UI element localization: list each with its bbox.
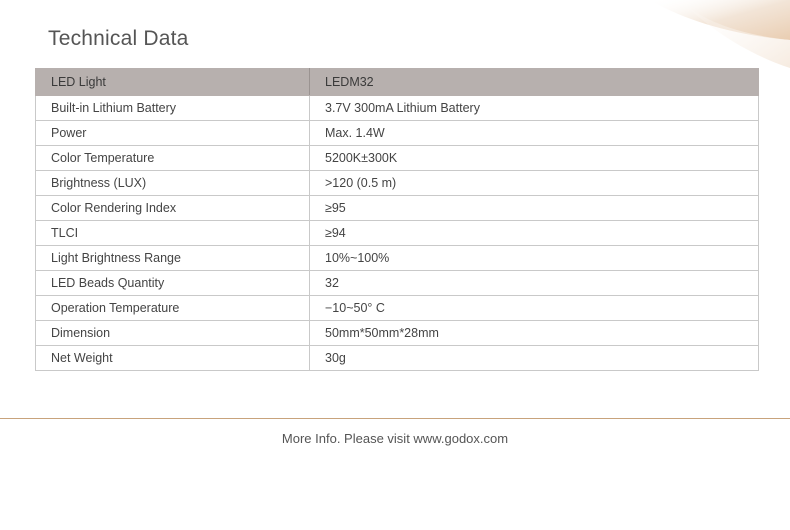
spec-value-cell: 30g [310, 346, 759, 371]
spec-label-cell: Color Rendering Index [36, 196, 310, 221]
table-row [36, 96, 759, 121]
table-row [36, 146, 759, 171]
spec-label-cell: Light Brightness Range [36, 246, 310, 271]
spec-value-cell: ≥95 [310, 196, 759, 221]
technical-data-table [35, 68, 759, 371]
spec-label-cell: Color Temperature [36, 146, 310, 171]
corner-decoration [640, 0, 790, 70]
spec-label-cell: Built-in Lithium Battery [36, 96, 310, 121]
spec-value-cell: 3.7V 300mA Lithium Battery [310, 96, 759, 121]
table-row [36, 221, 759, 246]
table-row [36, 321, 759, 346]
spec-value-cell: −10~50° C [310, 296, 759, 321]
footer-divider [0, 418, 790, 419]
spec-value-cell: ≥94 [310, 221, 759, 246]
table-row [36, 196, 759, 221]
table-row [36, 346, 759, 371]
table-row [36, 121, 759, 146]
spec-label-cell: Power [36, 121, 310, 146]
spec-value-cell: 32 [310, 271, 759, 296]
spec-label-cell: Operation Temperature [36, 296, 310, 321]
page-title: Technical Data [48, 27, 189, 50]
spec-value-cell: >120 (0.5 m) [310, 171, 759, 196]
table-row [36, 271, 759, 296]
table-row [36, 246, 759, 271]
footer-info-text: More Info. Please visit www.godox.com [281, 431, 509, 446]
table-header-row [36, 69, 759, 96]
spec-label-cell: Dimension [36, 321, 310, 346]
header-value-cell: LEDM32 [310, 69, 759, 96]
spec-label-cell: Net Weight [36, 346, 310, 371]
table-row [36, 171, 759, 196]
spec-value-cell: 10%~100% [310, 246, 759, 271]
spec-label-cell: Brightness (LUX) [36, 171, 310, 196]
table-row [36, 296, 759, 321]
spec-value-cell: 5200K±300K [310, 146, 759, 171]
header-label-cell: LED Light [36, 69, 310, 96]
spec-value-cell: Max. 1.4W [310, 121, 759, 146]
spec-label-cell: LED Beads Quantity [36, 271, 310, 296]
spec-label-cell: TLCI [36, 221, 310, 246]
spec-value-cell: 50mm*50mm*28mm [310, 321, 759, 346]
